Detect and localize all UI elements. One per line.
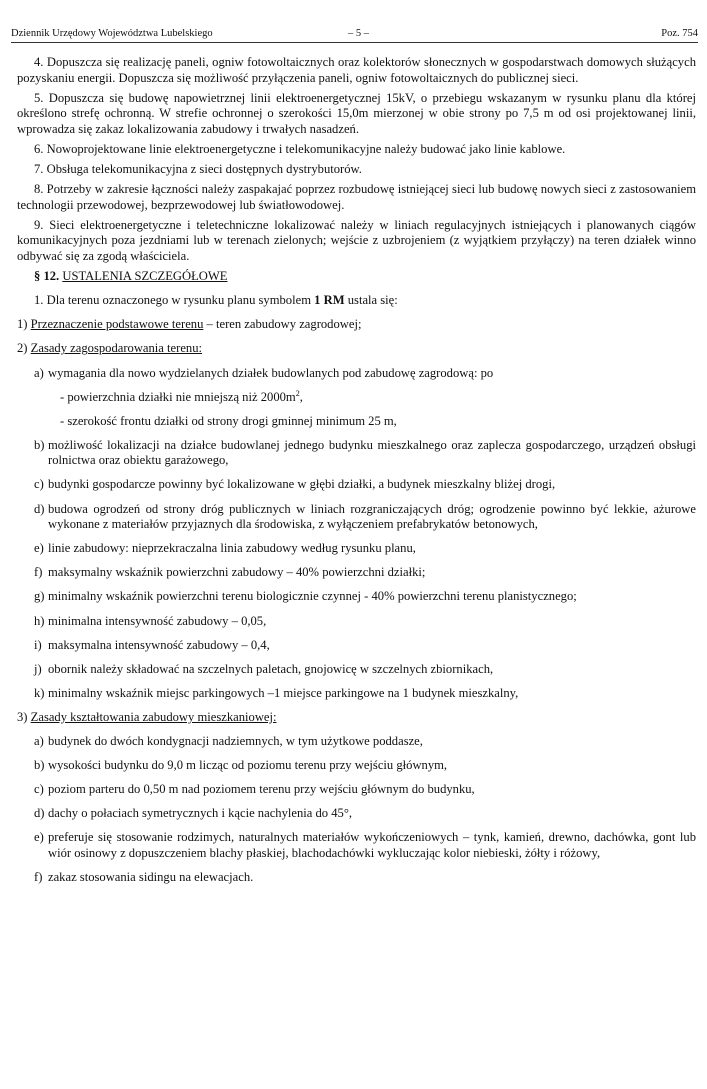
paragraph-8: 8. Potrzeby w zakresie łączności należy zaspakajać poprzez rozbudowę istniejącej sieci lub budowę nowych sieci z zastosowaniem technologii przewodowej, bezprzewodowej lub światłowodowej.	[17, 182, 696, 212]
list-item-text: wysokości budynku do 9,0 m licząc od poziomu terenu przy wejściu głównym,	[48, 758, 448, 773]
list-item-text: minimalna intensywność zabudowy – 0,05,	[48, 613, 267, 628]
list-item	[17, 870, 696, 886]
sub-item-area-sup: 2	[295, 388, 300, 398]
sub-item-area	[17, 390, 696, 406]
page-header	[11, 28, 698, 42]
list-item	[17, 686, 696, 702]
list-item	[17, 589, 696, 605]
sub-item-area-suffix: ,	[299, 389, 303, 404]
intro-suffix: ustala się:	[347, 293, 398, 308]
list-item-label: i)	[34, 637, 42, 652]
list-item-label: f)	[34, 870, 43, 885]
list-item-label: e)	[34, 541, 44, 556]
position-number: Poz. 754	[661, 28, 698, 39]
list-item-label: d)	[34, 806, 45, 821]
list-item-label: b)	[34, 758, 45, 773]
sub-item-frontage: - szerokość frontu działki od strony drogi gminnej minimum 25 m,	[60, 413, 397, 428]
list-item	[17, 477, 696, 493]
point-1	[17, 317, 696, 333]
page-number: – 5 –	[348, 28, 369, 39]
paragraph-6: 6. Nowoprojektowane linie elektroenergetyczne i telekomunikacyjne należy budować jako linie kablowe.	[34, 141, 566, 156]
list-item	[17, 502, 696, 533]
list-item-label: e)	[34, 830, 44, 845]
list-item-label: f)	[34, 565, 43, 580]
list-item-text: zakaz stosowania sidingu na elewacjach.	[48, 870, 254, 885]
section-title: USTALENIA SZCZEGÓŁOWE	[62, 269, 228, 284]
list-item-label: b)	[34, 437, 45, 452]
paragraph-9: 9. Sieci elektroenergetyczne i teletechniczne lokalizować należy w liniach regulacyjnych istniejących i planowanych ciągów komunikacyjnych poza jezdniami lub w terenach zielonych; wejście z uzbrojeniem (z wyjątkiem przyłączy) na teren działek winno odbywać się za zgodą właściciela.	[17, 217, 696, 264]
list-item-text: budynki gospodarcze powinny być lokalizowane w głębi działki, a budynek mieszkalny bliżej drogi,	[48, 477, 556, 492]
point-1-number: 1)	[17, 317, 28, 332]
journal-title: Dziennik Urzędowy Województwa Lubelskiego	[11, 28, 213, 39]
paragraph-5: 5. Dopuszcza się budowę napowietrznej linii elektroenergetycznej 15kV, o przebiegu wskazanym w rysunku planu dla której określono strefę ochronną. W strefie ochronnej o szerokości 15,0m mierzonej w obie strony po 7,5 m od osi projektowanej linii, wprowadza się zakaz lokalizowania zabudowy i trwałych nasadzeń.	[17, 90, 696, 136]
list-item-text: maksymalna intensywność zabudowy – 0,4,	[48, 637, 270, 652]
list-item-label: c)	[34, 477, 44, 492]
list-item	[17, 782, 696, 798]
intro-symbol: 1 RM	[314, 293, 345, 308]
list-item	[17, 638, 696, 654]
point-3-number: 3)	[17, 709, 28, 724]
intro-prefix: 1. Dla terenu oznaczonego w rysunku planu symbolem	[34, 293, 311, 308]
list-item-label: a)	[34, 365, 44, 380]
paragraph-4: 4. Dopuszcza się realizację paneli, ogniw fotowoltaicznych oraz kolektorów słonecznych w gospodarstwach domowych służących pozyskaniu energii. Dopuszcza się możliwość przyłączenia paneli, ogniw fotowoltaicznych do publicznej sieci.	[17, 55, 696, 85]
point-3	[17, 710, 696, 726]
list-item-label: c)	[34, 782, 44, 797]
list-item-text: poziom parteru do 0,50 m nad poziomem terenu przy wejściu głównym do budynku,	[48, 782, 475, 797]
list-item-text: możliwość lokalizacji na działce budowlanej jednego budynku mieszkalnego oraz zaplecza gospodarczego, urządzeń obsługi rolnictwa oraz obiektu garażowego,	[48, 437, 696, 468]
point-1-title: Przeznaczenie podstawowe terenu	[30, 317, 204, 332]
list-item	[17, 541, 696, 557]
list-item-text: linie zabudowy: nieprzekraczalna linia zabudowy według rysunku planu,	[48, 541, 416, 556]
list-item-text: minimalny wskaźnik powierzchni terenu biologicznie czynnej - 40% powierzchni terenu planistycznego;	[48, 589, 577, 604]
list-item	[17, 614, 696, 630]
list-item	[17, 662, 696, 678]
point-2	[17, 341, 696, 357]
list-item	[17, 565, 696, 581]
document-body	[17, 55, 696, 894]
list-item-label: g)	[34, 589, 45, 604]
list-item-label: j)	[34, 661, 42, 676]
section-12-intro	[17, 293, 696, 309]
list-item-label: d)	[34, 501, 45, 516]
list-item-text: minimalny wskaźnik miejsc parkingowych –1 miejsce parkingowe na 1 budynek mieszkalny,	[48, 685, 519, 700]
paragraph-7: 7. Obsługa telekomunikacyjna z sieci dostępnych dystrybutorów.	[34, 162, 362, 177]
section-12-heading	[17, 269, 696, 285]
header-divider	[11, 42, 698, 43]
list-item-label: a)	[34, 734, 44, 748]
list-item	[17, 438, 696, 469]
point-1-text: – teren zabudowy zagrodowej;	[206, 317, 362, 332]
point-3-title: Zasady kształtowania zabudowy mieszkaniowej:	[30, 709, 277, 724]
section-number: § 12.	[34, 269, 60, 284]
list-item-text: wymagania dla nowo wydzielanych działek budowlanych pod zabudowę zagrodową: po	[48, 365, 494, 380]
list-item-text: preferuje się stosowanie rodzimych, naturalnych materiałów wykończeniowych – tynk, kamień, drewno, dachówka, gont lub wiór osinowy z dopuszczeniem blachy płaskiej, blachodachówki wykluczając kolor niebieski, żółty i różowy,	[48, 830, 696, 860]
list-item-text: obornik należy składować na szczelnych paletach, gnojowicę w szczelnych zbiornikach,	[48, 661, 494, 676]
point-2-number: 2)	[17, 341, 28, 356]
list-item	[17, 366, 696, 382]
list-item-label: k)	[34, 685, 45, 700]
list-item-text: dachy o połaciach symetrycznych i kącie nachylenia do 45°,	[48, 806, 353, 821]
list-item	[17, 830, 696, 861]
list-item-label: h)	[34, 613, 45, 628]
sub-item-area-text: - powierzchnia działki nie mniejszą niż 2000m	[60, 389, 296, 404]
list-item-text: maksymalny wskaźnik powierzchni zabudowy – 40% powierzchni działki;	[48, 565, 426, 580]
list-item	[17, 758, 696, 774]
point-2-title: Zasady zagospodarowania terenu:	[30, 341, 203, 356]
list-item	[17, 734, 696, 750]
list-item-text: budynek do dwóch kondygnacji nadziemnych, w tym użytkowe poddasze,	[48, 734, 423, 748]
list-item	[17, 806, 696, 822]
list-item-text: budowa ogrodzeń od strony dróg publicznych w liniach rozgraniczających dróg; ogrodzenie powinno być lekkie, ażurowe wykonane z materiałów przyjaznych dla środowiska, z wyłączeniem prefabrykatów betonowych,	[48, 501, 696, 532]
